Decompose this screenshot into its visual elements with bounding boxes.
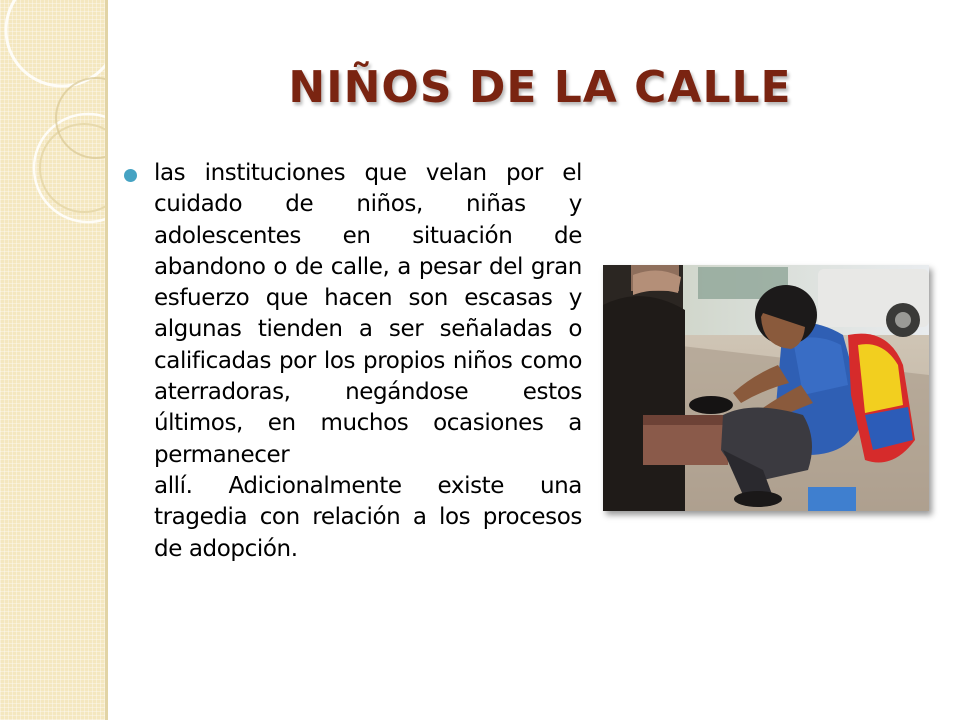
photo-boy-shining-shoes (603, 265, 929, 511)
decorative-circles (0, 0, 105, 720)
body-paragraph-2: allí. Adicionalmente existe una tragedia con relación a los procesos de adopción. (154, 472, 582, 562)
side-band-edge (105, 0, 108, 720)
bullet-item (120, 158, 582, 565)
body-paragraph-1: las instituciones que velan por el cuidado de niños, niñas y adolescentes en situación de abandono o de calle, a pesar del gran esfuerzo que hacen son escasas y algunas tienden a ser señaladas o calificadas por los propios niños como aterradoras, negándose estos últimos, en muchos ocasiones a permanecer (154, 160, 582, 468)
decorative-side-band (0, 0, 105, 720)
photo-frame (603, 265, 929, 511)
bullet-dot-icon (124, 169, 137, 182)
slide-title: NIÑOS DE LA CALLE (288, 62, 792, 113)
content-list (120, 158, 582, 565)
